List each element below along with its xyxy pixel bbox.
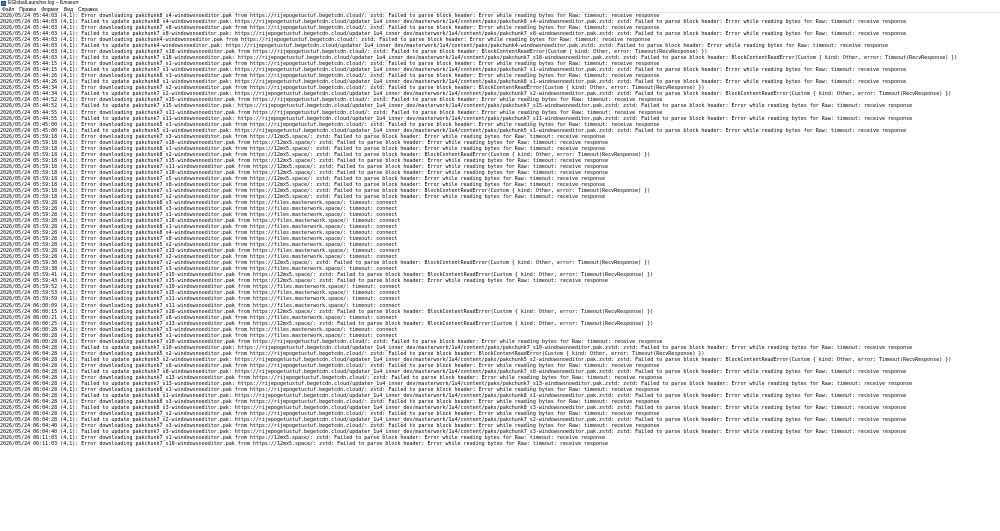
log-line: 2026/05/24 05:59:41 (4,1): Error downloading pakchunk7_s15-windowsnoeditor.pak from https://12mx5.space/: zstd: Failed to parse block header: BlockContentReadError(Custom { kind: Other, error: Timeout(RecvResponse) }) [0, 272, 654, 279]
log-line: 2026/05/24 05:44:34 (4,1): Error downloading pakchunk7_s2-windowsnoeditor.pak from https://rijepogetustuf.begetcdn.cloud/: zstd: Failed to parse block header: BlockContentReadError(Custom { kind: Other, error: Timeout(RecvResponse) }) [0, 85, 705, 92]
log-line: 2026/05/24 05:59:43 (4,1): Error downloading pakchunk7_s15-windowsnoeditor.pak from https://12mx5.space/: zstd: Failed to parse block header: Error while reading bytes for Raw: timeout: receive response [0, 278, 609, 285]
log-line: 2026/05/24 06:04:28 (4,1): Error downloading pakchunk7_s2-windowsnoeditor.pak from https://rijepogetustuf.begetcdn.cloud/: zstd: Failed to parse block header: Error while reading bytes for Raw: timeout: receive response [0, 411, 660, 418]
log-line: 2026/05/24 05:44:03 (4,1): Error downloading pakchunk7_s8-windowsnoeditor.pak from https://rijepogetustuf.begetcdn.cloud/: zstd: Failed to parse block header: Error while reading bytes for Raw: timeout: receive response [0, 25, 660, 32]
log-line: 2026/05/24 06:04:28 (4,1): Failed to update pakchunk7_s2-windowsnoeditor.pak: https://rijepogetustuf.begetcdn.cloud/updater_1u4_inner_dev/masterwork/1u4/content/paks/pakchunk7_s2-windowsnoeditor.pak.zstd: zstd: Failed to parse block header: Error while reading bytes for Raw: timeout: receive response [0, 417, 907, 424]
log-line: 2026/05/24 06:00:15 (4,1): Error downloading pakchunk7_s18-windowsnoeditor.pak from https://12mx5.space/: zstd: Failed to parse block header: BlockContentReadError(Custom { kind: Other, error: Timeout(RecvResponse) }) [0, 308, 654, 315]
log-line: 2026/05/24 05:44:03 (4,1): Error downloading pakchunk4-windowsnoeditor.pak from https://rijepogetustuf.begetcdn.cloud/: zstd: Failed to parse block header: Error while reading bytes for Raw: timeout: receive response [0, 37, 651, 44]
log-line: 2026/05/24 06:04:28 (4,1): Error downloading pakchunk5_s2-windowsnoeditor.pak from https://rijepogetustuf.begetcdn.cloud/: zstd: Failed to parse block header: BlockContentReadError(Custom { kind: Other, error: Timeout(RecvResponse) }) [0, 350, 705, 357]
log-line: 2026/05/24 05:59:28 (4,1): Error downloading pakchunk7_s1-windowsnoeditor.pak from https://files.masterwork.space/: timeout: connect [0, 212, 398, 219]
log-line: 2026/05/24 06:04:40 (4,1): Failed to update pakchunk7_s3-windowsnoeditor.pak: https://rijepogetustuf.begetcdn.cloud/updater_1u4_inner_dev/masterwork/1u4/content/paks/pakchunk7_s3-windowsnoeditor.pak.zstd: zstd: Failed to parse block header: Error while reading bytes for Raw: timeout: receive response [0, 429, 907, 436]
log-line: 2026/05/24 05:44:03 (4,1): Failed to update pakchunk8_s4-windowsnoeditor.pak: https://rijepogetustuf.begetcdn.cloud/updater_1u4_inner_dev/masterwork/1u4/content/paks/pakchunk8_s4-windowsnoeditor.pak.zstd: zstd: Failed to parse block header: Error while reading bytes for Raw: timeout: receive response [0, 19, 907, 26]
log-line: 2026/05/24 05:44:52 (4,1): Failed to update pakchunk7_s15-windowsnoeditor.pak: https://rijepogetustuf.begetcdn.cloud/updater_1u4_inner_dev/masterwork/1u4/content/paks/pakchunk7_s15-windowsnoeditor.pak.zstd: zstd: Failed to parse block header: Error while reading bytes for Raw: timeout: receive response [0, 103, 913, 110]
log-line: 2026/05/24 06:11:03 (4,1): Error downloading pakchunk7_s10-windowsnoeditor.pak from https://12mx5.space/: zstd: Failed to parse block header: Error while reading bytes for Raw: timeout: receive response [0, 441, 609, 448]
log-line: 2026/05/24 05:59:18 (4,1): Error downloading pakchunk7_s3-windowsnoeditor.pak from https://12mx5.space/: zstd: Failed to parse block header: Error while reading bytes for Raw: timeout: receive response [0, 133, 606, 140]
log-line: 2026/05/24 06:11:03 (4,1): Error downloading pakchunk7_s1-windowsnoeditor.pak from https://12mx5.space/: zstd: Failed to parse block header: Error while reading bytes for Raw: timeout: receive response [0, 435, 606, 442]
log-line: 2026/05/24 05:59:28 (4,1): Error downloading pakchunk8_s4-windowsnoeditor.pak from https://files.masterwork.space/: timeout: connect [0, 230, 398, 237]
log-line: 2026/05/24 05:59:53 (4,1): Error downloading pakchunk7_s15-windowsnoeditor.pak from https://files.masterwork.space/: timeout: connect [0, 290, 401, 297]
log-line: 2026/05/24 05:44:55 (4,1): Error downloading pakchunk7_s11-windowsnoeditor.pak from https://rijepogetustuf.begetcdn.cloud/: zstd: Failed to parse block header: Error while reading bytes for Raw: timeout: receive response [0, 109, 663, 116]
log-line: 2026/05/24 05:59:28 (4,1): Error downloading pakchunk5_s2-windowsnoeditor.pak from https://files.masterwork.space/: timeout: connect [0, 242, 398, 249]
log-line: 2026/05/24 05:59:18 (4,1): Error downloading pakchunk8_s1-windowsnoeditor.pak from https://12mx5.space/: zstd: Failed to parse block header: Error while reading bytes for Raw: timeout: receive response [0, 145, 606, 152]
log-line: 2026/05/24 06:04:28 (4,1): Error downloading pakchunk8_s1-windowsnoeditor.pak from https://rijepogetustuf.begetcdn.cloud/: zstd: Failed to parse block header: Error while reading bytes for Raw: timeout: receive response [0, 386, 660, 393]
log-line: 2026/05/24 05:44:26 (4,1): Error downloading pakchunk8_s1-windowsnoeditor.pak from https://rijepogetustuf.begetcdn.cloud/: zstd: Failed to parse block header: Error while reading bytes for Raw: timeout: receive response [0, 73, 660, 80]
log-line: 2026/05/24 06:00:21 (4,1): Error downloading pakchunk7_s8-windowsnoeditor.pak from https://files.masterwork.space/: timeout: connect [0, 314, 398, 321]
log-line: 2026/05/24 05:59:18 (4,1): Error downloading pakchunk7_s16-windowsnoeditor.pak from https://12mx5.space/: zstd: Failed to parse block header: Error while reading bytes for Raw: timeout: receive response [0, 139, 609, 146]
log-line: 2026/05/24 05:59:28 (4,1): Error downloading pakchunk8_s1-windowsnoeditor.pak from https://files.masterwork.space/: timeout: connect [0, 224, 398, 231]
log-line: 2026/05/24 05:59:28 (4,1): Error downloading pakchunk7_s8-windowsnoeditor.pak from https://files.masterwork.space/: timeout: connect [0, 236, 398, 243]
log-line: 2026/05/24 06:04:28 (4,1): Error downloading pakchunk8_s3-windowsnoeditor.pak from https://rijepogetustuf.begetcdn.cloud/: zstd: Failed to parse block header: Error while reading bytes for Raw: timeout: receive response [0, 399, 660, 405]
log-line: 2026/05/24 05:44:55 (4,1): Failed to update pakchunk7_s11-windowsnoeditor.pak: https://rijepogetustuf.begetcdn.cloud/updater_1u4_inner_dev/masterwork/1u4/content/paks/pakchunk7_s11-windowsnoeditor.pak.zstd: zstd: Failed to parse block header: Error while reading bytes for Raw: timeout: receive response [0, 115, 913, 122]
log-line: 2026/05/24 05:59:18 (4,1): Error downloading pakchunk7_s2-windowsnoeditor.pak from https://12mx5.space/: zstd: Failed to parse block header: Error while reading bytes for Raw: timeout: receive response [0, 193, 606, 200]
log-line: 2026/05/24 05:44:15 (4,1): Error downloading pakchunk7_s1-windowsnoeditor.pak from https://rijepogetustuf.begetcdn.cloud/: zstd: Failed to parse block header: Error while reading bytes for Raw: timeout: receive response [0, 61, 660, 68]
log-text[interactable] [0, 13, 1000, 447]
log-line: 2026/05/24 05:59:30 (4,1): Error downloading pakchunk7_s2-windowsnoeditor.pak from https://12mx5.space/: zstd: Failed to parse block header: BlockContentReadError(Custom { kind: Other, error: Timeout(RecvResponse) }) [0, 260, 651, 267]
log-line: 2026/05/24 06:04:28 (4,1): Failed to update pakchunk8_s3-windowsnoeditor.pak: https://rijepogetustuf.begetcdn.cloud/updater_1u4_inner_dev/masterwork/1u4/content/paks/pakchunk8_s3-windowsnoeditor.pak.zstd: zstd: Failed to parse block header: Error while reading bytes for Raw: timeout: receive response [0, 405, 907, 412]
log-line: 2026/05/24 06:04:28 (4,1): Failed to update pakchunk7_s8-windowsnoeditor.pak: https://rijepogetustuf.begetcdn.cloud/updater_1u4_inner_dev/masterwork/1u4/content/paks/pakchunk7_s8-windowsnoeditor.pak.zstd: zstd: Failed to parse block header: Error while reading bytes for Raw: timeout: receive response [0, 368, 907, 375]
menu-help[interactable]: Справка [78, 6, 98, 13]
log-line: 2026/05/24 06:00:28 (4,1): Error downloading pakchunk7_s10-windowsnoeditor.pak from https://rijepogetustuf.begetcdn.cloud/: zstd: Failed to parse block header: Error while reading bytes for Raw: timeout: receive response [0, 338, 663, 345]
log-line: 2026/05/24 05:59:52 (4,1): Error downloading pakchunk7_s10-windowsnoeditor.pak from https://files.masterwork.space/: timeout: connect [0, 284, 401, 291]
log-line: 2026/05/24 05:59:59 (4,1): Error downloading pakchunk7_s11-windowsnoeditor.pak from https://files.masterwork.space/: timeout: connect [0, 296, 401, 303]
log-line: 2026/05/24 06:00:09 (4,1): Error downloading pakchunk7_s11-windowsnoeditor.pak from https://files.masterwork.space/: timeout: connect [0, 302, 401, 309]
log-line: 2026/05/24 06:04:28 (4,1): Failed to update pakchunk7_s13-windowsnoeditor.pak: https://rijepogetustuf.begetcdn.cloud/updater_1u4_inner_dev/masterwork/1u4/content/paks/pakchunk7_s13-windowsnoeditor.pak.zstd: zstd: Failed to parse block header: Error while reading bytes for Raw: timeout: receive response [0, 380, 913, 387]
window-titlebar [0, 0, 1000, 7]
log-line: 2026/05/24 05:44:15 (4,1): Failed to update pakchunk7_s1-windowsnoeditor.pak: https://rijepogetustuf.begetcdn.cloud/updater_1u4_inner_dev/masterwork/1u4/content/paks/pakchunk7_s1-windowsnoeditor.pak.zstd: zstd: Failed to parse block header: Error while reading bytes for Raw: timeout: receive response [0, 67, 907, 74]
log-line: 2026/05/24 05:59:18 (4,1): Error downloading pakchunk7_s1-windowsnoeditor.pak from https://12mx5.space/: zstd: Failed to parse block header: BlockContentReadError(Custom { kind: Other, error: Timeout(RecvResponse) }) [0, 187, 651, 194]
menu-file[interactable]: Файл [2, 6, 15, 13]
menu-format[interactable]: Формат [41, 6, 59, 13]
menu-edit[interactable]: Правка [19, 6, 37, 13]
log-line: 2026/05/24 06:04:28 (4,1): Error downloading pakchunk7_s8-windowsnoeditor.pak from https://rijepogetustuf.begetcdn.cloud/: zstd: Failed to parse block header: Error while reading bytes for Raw: timeout: receive response [0, 362, 660, 369]
log-line: 2026/05/24 05:44:34 (4,1): Failed to update pakchunk7_s2-windowsnoeditor.pak: https://rijepogetustuf.begetcdn.cloud/updater_1u4_inner_dev/masterwork/1u4/content/paks/pakchunk7_s2-windowsnoeditor.pak.zstd: zstd: Failed to parse block header: BlockContentReadError(Custom { kind: Other, error: Timeout(RecvResponse) }) [0, 91, 952, 98]
log-line: 2026/05/24 06:04:28 (4,1): Failed to update pakchunk5_s2-windowsnoeditor.pak: https://rijepogetustuf.begetcdn.cloud/updater_1u4_inner_dev/masterwork/1u4/content/paks/pakchunk5_s2-windowsnoeditor.pak.zstd: zstd: Failed to parse block header: BlockContentReadError(Custom { kind: Other, error: Timeout(RecvResponse) }) [0, 356, 952, 363]
log-line: 2026/05/24 05:44:03 (4,1): Failed to update pakchunk7_s18-windowsnoeditor.pak: https://rijepogetustuf.begetcdn.cloud/updater_1u4_inner_dev/masterwork/1u4/content/paks/pakchunk7_s18-windowsnoeditor.pak.zstd: zstd: Failed to parse block header: BlockContentReadError(Custom { kind: Other, error: Timeout(RecvResponse) }) [0, 55, 958, 62]
log-line: 2026/05/24 06:00:28 (4,1): Error downloading pakchunk7_s3-windowsnoeditor.pak from https://files.masterwork.space/: timeout: connect [0, 326, 398, 333]
log-line: 2026/05/24 06:00:28 (4,1): Error downloading pakchunk5_s1-windowsnoeditor.pak from https://files.masterwork.space/: timeout: connect [0, 332, 398, 339]
log-line: 2026/05/24 05:59:38 (4,1): Error downloading pakchunk7_s3-windowsnoeditor.pak from https://files.masterwork.space/: timeout: connect [0, 266, 398, 273]
log-line: 2026/05/24 06:04:28 (4,1): Failed to update pakchunk7_s10-windowsnoeditor.pak: https://rijepogetustuf.begetcdn.cloud/updater_1u4_inner_dev/masterwork/1u4/content/paks/pakchunk7_s10-windowsnoeditor.pak.zstd: zstd: Failed to parse block header: Error while reading bytes for Raw: timeout: receive response [0, 344, 913, 351]
log-line: 2026/05/24 05:59:28 (4,1): Error downloading pakchunk7_s13-windowsnoeditor.pak from https://files.masterwork.space/: timeout: connect [0, 248, 401, 255]
log-line: 2026/05/24 06:04:28 (4,1): Failed to update pakchunk8_s1-windowsnoeditor.pak: https://rijepogetustuf.begetcdn.cloud/updater_1u4_inner_dev/masterwork/1u4/content/paks/pakchunk8_s1-windowsnoeditor.pak.zstd: zstd: Failed to parse block header: Error while reading bytes for Raw: timeout: receive response [0, 392, 907, 399]
log-line: 2026/05/24 06:00:25 (4,1): Error downloading pakchunk7_s13-windowsnoeditor.pak from https://12mx5.space/: zstd: Failed to parse block header: BlockContentReadError(Custom { kind: Other, error: Timeout(RecvResponse) }) [0, 320, 654, 327]
log-line: 2026/05/24 05:59:18 (4,1): Error downloading pakchunk7_s11-windowsnoeditor.pak from https://12mx5.space/: zstd: Failed to parse block header: Error while reading bytes for Raw: timeout: receive response [0, 163, 609, 170]
log-line: 2026/05/24 05:59:18 (4,1): Error downloading pakchunk8_s2-windowsnoeditor.pak from https://12mx5.space/: zstd: Failed to parse block header: BlockContentReadError(Custom { kind: Other, error: Timeout(RecvResponse) }) [0, 151, 651, 158]
log-line: 2026/05/24 05:44:03 (4,1): Error downloading pakchunk8_s4-windowsnoeditor.pak from https://rijepogetustuf.begetcdn.cloud/: zstd: Failed to parse block header: Error while reading bytes for Raw: timeout: receive response [0, 13, 660, 19]
window-title: EGlobalLauncher.log – Блокнот [8, 0, 79, 6]
log-line: 2026/05/24 05:59:18 (4,1): Error downloading pakchunk7_s8-windowsnoeditor.pak from https://12mx5.space/: zstd: Failed to parse block header: Error while reading bytes for Raw: timeout: receive response [0, 181, 606, 188]
log-line: 2026/05/24 05:59:28 (4,1): Error downloading pakchunk7_s16-windowsnoeditor.pak from https://files.masterwork.space/: timeout: connect [0, 218, 401, 225]
log-line: 2026/05/24 05:45:00 (4,1): Failed to update pakchunk5_s1-windowsnoeditor.pak: https://rijepogetustuf.begetcdn.cloud/updater_1u4_inner_dev/masterwork/1u4/content/paks/pakchunk5_s1-windowsnoeditor.pak.zstd: zstd: Failed to parse block header: Error while reading bytes for Raw: timeout: receive response [0, 127, 907, 134]
menu-view[interactable]: Вид [63, 6, 73, 13]
log-line: 2026/05/24 05:59:28 (4,1): Error downloading pakchunk8_s3-windowsnoeditor.pak from https://files.masterwork.space/: timeout: connect [0, 199, 398, 206]
log-line: 2026/05/24 05:44:03 (4,1): Failed to update pakchunk4-windowsnoeditor.pak: https://rijepogetustuf.begetcdn.cloud/updater_1u4_inner_dev/masterwork/1u4/content/paks/pakchunk4-windowsnoeditor.pak.zstd: zstd: Failed to parse block header: Error while reading bytes for Raw: timeout: receive response [0, 43, 889, 50]
log-line: 2026/05/24 05:44:03 (4,1): Failed to update pakchunk7_s8-windowsnoeditor.pak: https://rijepogetustuf.begetcdn.cloud/updater_1u4_inner_dev/masterwork/1u4/content/paks/pakchunk7_s8-windowsnoeditor.pak.zstd: zstd: Failed to parse block header: Error while reading bytes for Raw: timeout: receive response [0, 31, 907, 38]
log-line: 2026/05/24 05:59:18 (4,1): Error downloading pakchunk7_s15-windowsnoeditor.pak from https://12mx5.space/: zstd: Failed to parse block header: Error while reading bytes for Raw: timeout: receive response [0, 157, 609, 164]
log-line: 2026/05/24 05:59:28 (4,1): Error downloading pakchunk6_s3-windowsnoeditor.pak from https://files.masterwork.space/: timeout: connect [0, 206, 398, 212]
log-line: 2026/05/24 05:44:03 (4,1): Error downloading pakchunk7_s18-windowsnoeditor.pak from https://rijepogetustuf.begetcdn.cloud/: zstd: Failed to parse block header: BlockContentReadError(Custom { kind: Other, error: Timeout(RecvResponse) }) [0, 49, 708, 56]
log-line: 2026/05/24 05:44:26 (4,1): Failed to update pakchunk8_s1-windowsnoeditor.pak: https://rijepogetustuf.begetcdn.cloud/updater_1u4_inner_dev/masterwork/1u4/content/paks/pakchunk8_s1-windowsnoeditor.pak.zstd: zstd: Failed to parse block header: Error while reading bytes for Raw: timeout: receive response [0, 79, 907, 86]
text-editor[interactable] [0, 13, 1000, 531]
log-line: 2026/05/24 06:04:28 (4,1): Error downloading pakchunk7_s13-windowsnoeditor.pak from https://rijepogetustuf.begetcdn.cloud/: zstd: Failed to parse block header: Error while reading bytes for Raw: timeout: receive response [0, 374, 663, 381]
log-line: 2026/05/24 05:44:52 (4,1): Error downloading pakchunk7_s15-windowsnoeditor.pak from https://rijepogetustuf.begetcdn.cloud/: zstd: Failed to parse block header: Error while reading bytes for Raw: timeout: receive response [0, 97, 663, 104]
notepad-icon [1, 1, 6, 6]
log-line: 2026/05/24 05:45:00 (4,1): Error downloading pakchunk5_s1-windowsnoeditor.pak from https://rijepogetustuf.begetcdn.cloud/: zstd: Failed to parse block header: Error while reading bytes for Raw: timeout: receive response [0, 121, 660, 128]
log-line: 2026/05/24 05:59:18 (4,1): Error downloading pakchunk7_s5-windowsnoeditor.pak from https://12mx5.space/: zstd: Failed to parse block header: Error while reading bytes for Raw: timeout: receive response [0, 175, 606, 182]
log-line: 2026/05/24 05:59:18 (4,1): Error downloading pakchunk7_s10-windowsnoeditor.pak from https://12mx5.space/: zstd: Failed to parse block header: Error while reading bytes for Raw: timeout: receive response [0, 169, 609, 176]
log-line: 2026/05/24 05:59:28 (4,1): Error downloading pakchunk7_s2-windowsnoeditor.pak from https://files.masterwork.space/: timeout: connect [0, 254, 398, 261]
log-line: 2026/05/24 06:04:40 (4,1): Error downloading pakchunk7_s3-windowsnoeditor.pak from https://rijepogetustuf.begetcdn.cloud/: zstd: Failed to parse block header: Error while reading bytes for Raw: timeout: receive response [0, 423, 660, 430]
